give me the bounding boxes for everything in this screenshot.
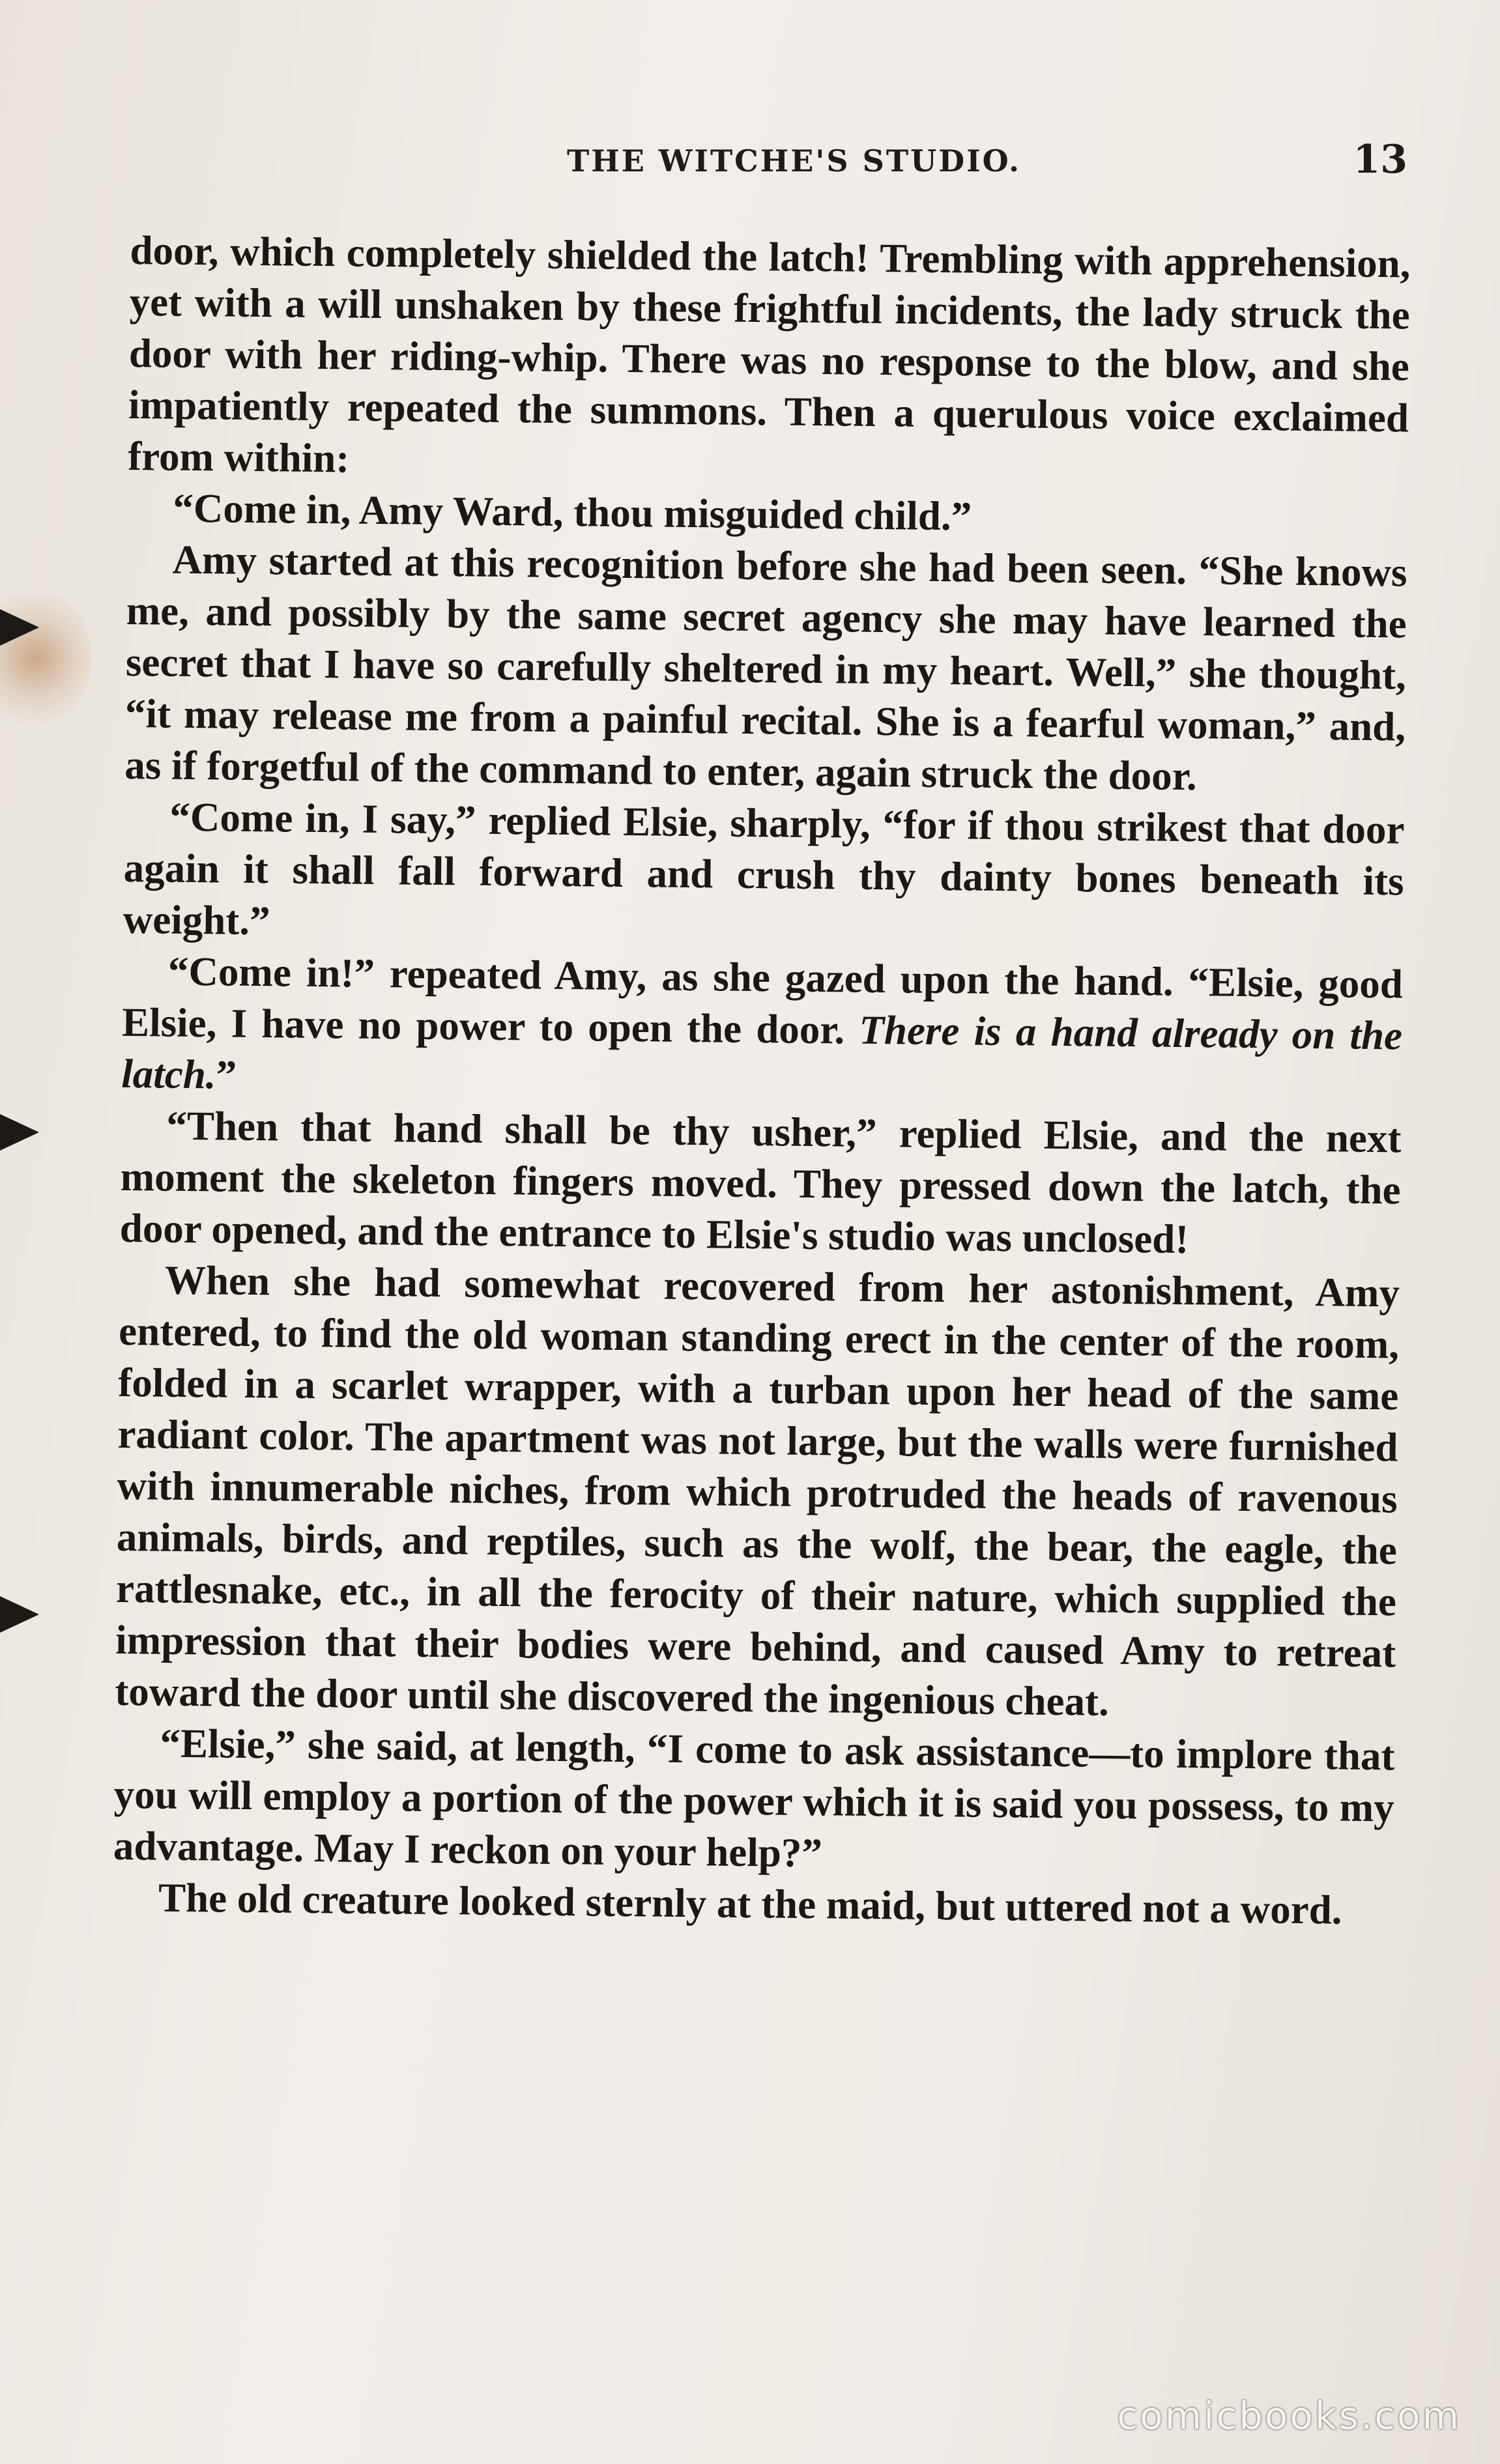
paragraph: Amy started at this recognition before she had been seen. “She knows me, and possibly by the same secret agency she may have learned the secret that I have so carefully sheltered in my heart. Well,” she thought, “it may release me from a painful recital. She is a fearful woman,” and, as if forgetful of the command to enter, again struck the door. bbox=[124, 536, 1407, 799]
page-stain bbox=[0, 586, 91, 730]
watermark: comicbooks.com bbox=[1117, 2394, 1461, 2438]
paragraph: door, which completely shielded the latch! Trembling with apprehension, yet with a will unshaken by these frightful incidents, the lady struck the door with her riding-whip. There was no response to the blow, and she impatiently repeated the summons. Then a querulous voice exclaimed from within: bbox=[127, 227, 1411, 481]
body-text bbox=[113, 225, 1411, 1936]
page-header bbox=[150, 137, 1407, 189]
paragraph: The old creature looked sternly at the maid, but uttered not a word. bbox=[158, 1874, 1342, 1933]
paragraph: “Elsie,” she said, at length, “I come to ask assistance—to implore that you will employ a portion of the power which it is said you possess, to my advantage. May I reckon on your help?” bbox=[113, 1720, 1395, 1876]
paragraph bbox=[121, 945, 1403, 1113]
paragraph-text: ” bbox=[216, 1052, 237, 1098]
binding-hole bbox=[0, 1114, 39, 1151]
paragraph: “Come in, I say,” replied Elsie, sharply, “for if thou strikest that door again it shall fall forward and crush thy dainty bones beneath its weight.” bbox=[123, 794, 1405, 944]
paragraph: “Come in, Amy Ward, thou misguided child.” bbox=[173, 485, 972, 539]
paragraph: “Then that hand shall be thy usher,” replied Elsie, and the next moment the skeleton fingers moved. They pressed down the latch, the door opened, and the entrance to Elsie's studio was unclosed! bbox=[119, 1102, 1402, 1263]
paragraph-text: “Come in!” repeated Amy, as she gazed upon the hand. “Elsie, good Elsie, I have no power to open the door. bbox=[121, 948, 1404, 1053]
binding-hole bbox=[0, 609, 39, 646]
paragraph: When she had somewhat recovered from her astonishment, Amy entered, to find the old woman standing erect in the center of the room, folded in a scarlet wrapper, with a turban upon her head of the same radiant color. The apartment was not large, but the walls were furnished with innumerable niches, from which protruded the heads of ravenous animals, birds, and reptiles, such as the wolf, the bear, the eagle, the rattlesnake, etc., in all the ferocity of their nature, which supplied the impression that their bodies were behind, and caused Amy to retreat toward the door until she discovered the ingenious cheat. bbox=[115, 1257, 1400, 1725]
running-title: THE WITCHE'S STUDIO. bbox=[567, 143, 1021, 179]
binding-hole bbox=[0, 1596, 39, 1633]
italic-text: There is a hand already on the latch. bbox=[121, 1007, 1403, 1098]
page-number: 13 bbox=[1353, 137, 1407, 182]
